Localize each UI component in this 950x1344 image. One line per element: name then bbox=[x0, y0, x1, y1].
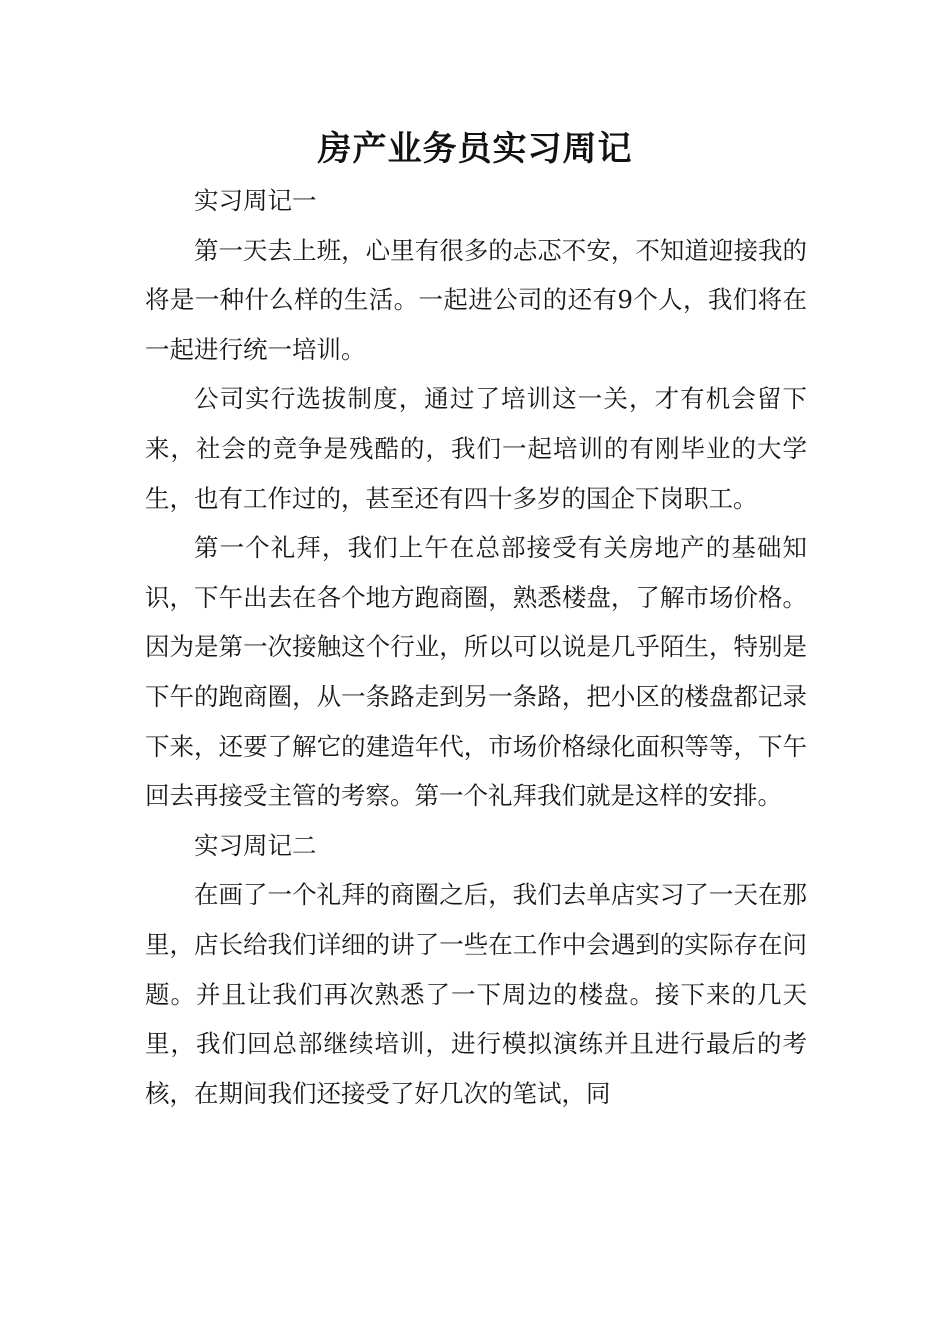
paragraph: 第一天去上班，心里有很多的忐忑不安，不知道迎接我的将是一种什么样的生活。一起进公司的还有9个人，我们将在一起进行统一培训。 bbox=[145, 235, 807, 364]
paragraph: 公司实行选拔制度，通过了培训这一关，才有机会留下来，社会的竞争是残酷的，我们一起培训的有刚毕业的大学生，也有工作过的，甚至还有四十多岁的国企下岗职工。 bbox=[145, 384, 807, 513]
section-heading: 实习周记一 bbox=[194, 186, 317, 215]
document-title: 房产业务员实习周记 bbox=[317, 129, 633, 169]
document-body bbox=[145, 176, 807, 1118]
section-heading: 实习周记二 bbox=[194, 830, 317, 860]
paragraph: 第一个礼拜，我们上午在总部接受有关房地产的基础知识，下午出去在各个地方跑商圈，熟悉楼盘，了解市场价格。因为是第一次接触这个行业，所以可以说是几乎陌生，特别是下午的跑商圈，从一条路走到另一条路，把小区的楼盘都记录下来，还要了解它的建造年代，市场价格绿化面积等等，下午回去再接受主管的考察。第一个礼拜我们就是这样的安排。 bbox=[145, 533, 807, 811]
paragraph: 在画了一个礼拜的商圈之后，我们去单店实习了一天在那里，店长给我们详细的讲了一些在工作中会遇到的实际存在问题。并且让我们再次熟悉了一下周边的楼盘。接下来的几天里，我们回总部继续培训，进行模拟演练并且进行最后的考核，在期间我们还接受了好几次的笔试，同 bbox=[145, 880, 807, 1108]
